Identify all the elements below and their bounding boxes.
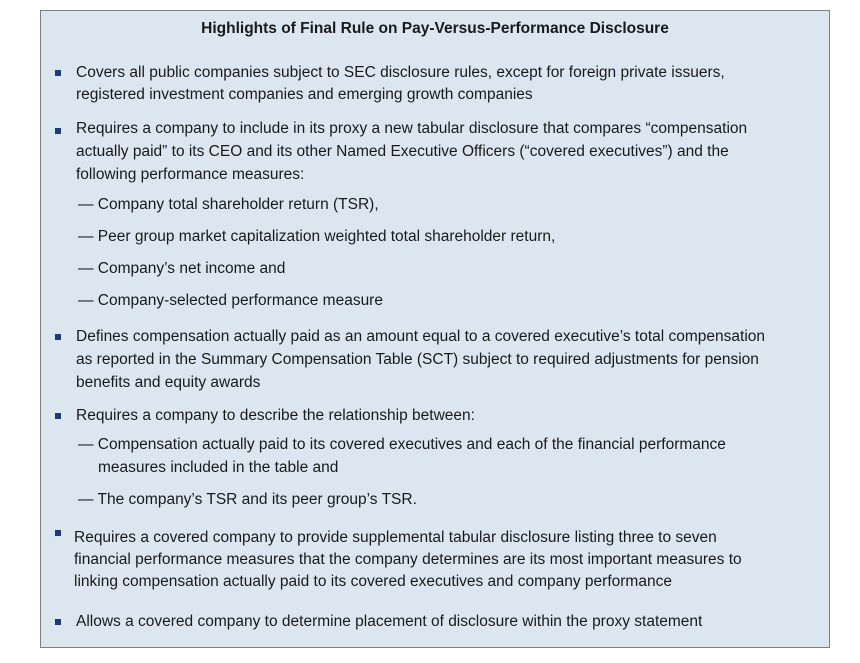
square-bullet-icon xyxy=(55,530,61,536)
item-5-line-1: Requires a covered company to provide supplemental tabular disclosure listing three to seven xyxy=(74,529,717,546)
item-3-line-3: benefits and equity awards xyxy=(76,374,261,391)
item-2-line-3: following performance measures: xyxy=(76,166,305,183)
item-5-line-2: financial performance measures that the company determines are its most important measures to xyxy=(74,551,742,568)
panel-title: Highlights of Final Rule on Pay-Versus-Performance Disclosure xyxy=(201,20,669,37)
item-1-line-2: registered investment companies and emerging growth companies xyxy=(76,86,533,103)
item-2-sub-4: — Company-selected performance measure xyxy=(78,292,383,309)
item-4-sub-1-line-1: — Compensation actually paid to its covered executives and each of the financial performance xyxy=(78,436,726,453)
item-3-line-2: as reported in the Summary Compensation Table (SCT) subject to required adjustments for pension xyxy=(76,351,759,368)
item-4-sub-1-line-2: measures included in the table and xyxy=(98,459,339,476)
item-2-sub-1: — Company total shareholder return (TSR), xyxy=(78,196,379,213)
item-5-line-3: linking compensation actually paid to its covered executives and company performance xyxy=(74,573,672,590)
item-2-sub-2: — Peer group market capitalization weighted total shareholder return, xyxy=(78,228,556,245)
item-4-sub-2: — The company’s TSR and its peer group’s TSR. xyxy=(78,491,417,508)
square-bullet-icon xyxy=(55,334,61,340)
item-2-line-2: actually paid” to its CEO and its other Named Executive Officers (“covered executives”) and the xyxy=(76,143,729,160)
item-2-sub-3: — Company’s net income and xyxy=(78,260,286,277)
square-bullet-icon xyxy=(55,70,61,76)
item-6-line-1: Allows a covered company to determine placement of disclosure within the proxy statement xyxy=(76,613,703,630)
item-1-line-1: Covers all public companies subject to SEC disclosure rules, except for foreign private issuers, xyxy=(76,64,725,81)
item-2-line-1: Requires a company to include in its proxy a new tabular disclosure that compares “compensation xyxy=(76,120,748,137)
highlights-panel xyxy=(40,10,830,648)
square-bullet-icon xyxy=(55,128,61,134)
square-bullet-icon xyxy=(55,413,61,419)
item-4-line-1: Requires a company to describe the relationship between: xyxy=(76,407,475,424)
square-bullet-icon xyxy=(55,619,61,625)
item-3-line-1: Defines compensation actually paid as an amount equal to a covered executive’s total compensation xyxy=(76,328,766,345)
